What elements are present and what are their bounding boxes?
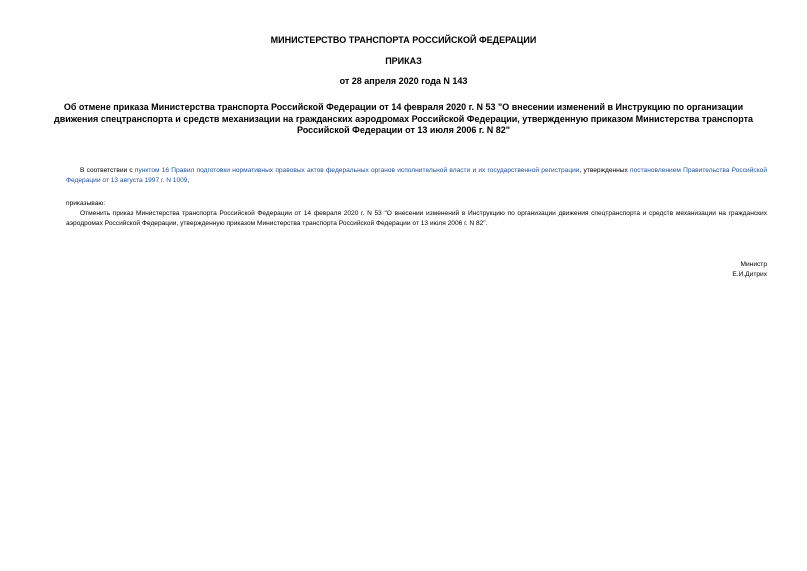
basis-middle: , утвержденных xyxy=(579,167,631,174)
order-title: Об отмене приказа Министерства транспорта Российской Федерации от 14 февраля 2020 г. N 53 "О внесении изменений в Инструкцию по организации движения спецтранспорта и средств механизации на гражданских аэродромах Российской Федерации, утвержденную приказом Министерства транспорта Российской Федерации от 13 июля 2006 г. N 82" xyxy=(53,102,753,135)
basis-paragraph xyxy=(66,166,767,186)
basis-prefix: В соответствии с xyxy=(80,167,135,174)
document-type: ПРИКАЗ xyxy=(385,56,422,66)
government-decree-link[interactable]: постановлением Правительства Российской Федерации от 13 августа 1997 г. N 1009 xyxy=(66,167,767,184)
basis-suffix: , xyxy=(187,177,190,184)
ministry-heading: МИНИСТЕРСТВО ТРАНСПОРТА РОССИЙСКОЙ ФЕДЕРАЦИИ xyxy=(270,35,537,45)
directive-paragraph: Отменить приказ Министерства транспорта Российской Федерации от 14 февраля 2020 г. N 53 "О внесении изменений в Инструкцию по организации движения спецтранспорта и средств механизации на гражданских аэродромах Российской Федерации, утвержденную приказом Министерства транспорта Российской Федерации от 13 июля 2006 г. N 82". xyxy=(66,210,767,227)
orders-label: приказываю: xyxy=(66,200,106,207)
rules-link[interactable]: пунктом 16 Правил подготовки нормативных правовых актов федеральных органов исполнительной власти и их государственной регистрации xyxy=(134,167,580,174)
signature-name: Е.И.Дитрих xyxy=(732,271,767,278)
order-date-number: от 28 апреля 2020 года N 143 xyxy=(339,76,468,86)
document-page xyxy=(40,0,767,571)
signature-position: Министр xyxy=(740,261,767,268)
